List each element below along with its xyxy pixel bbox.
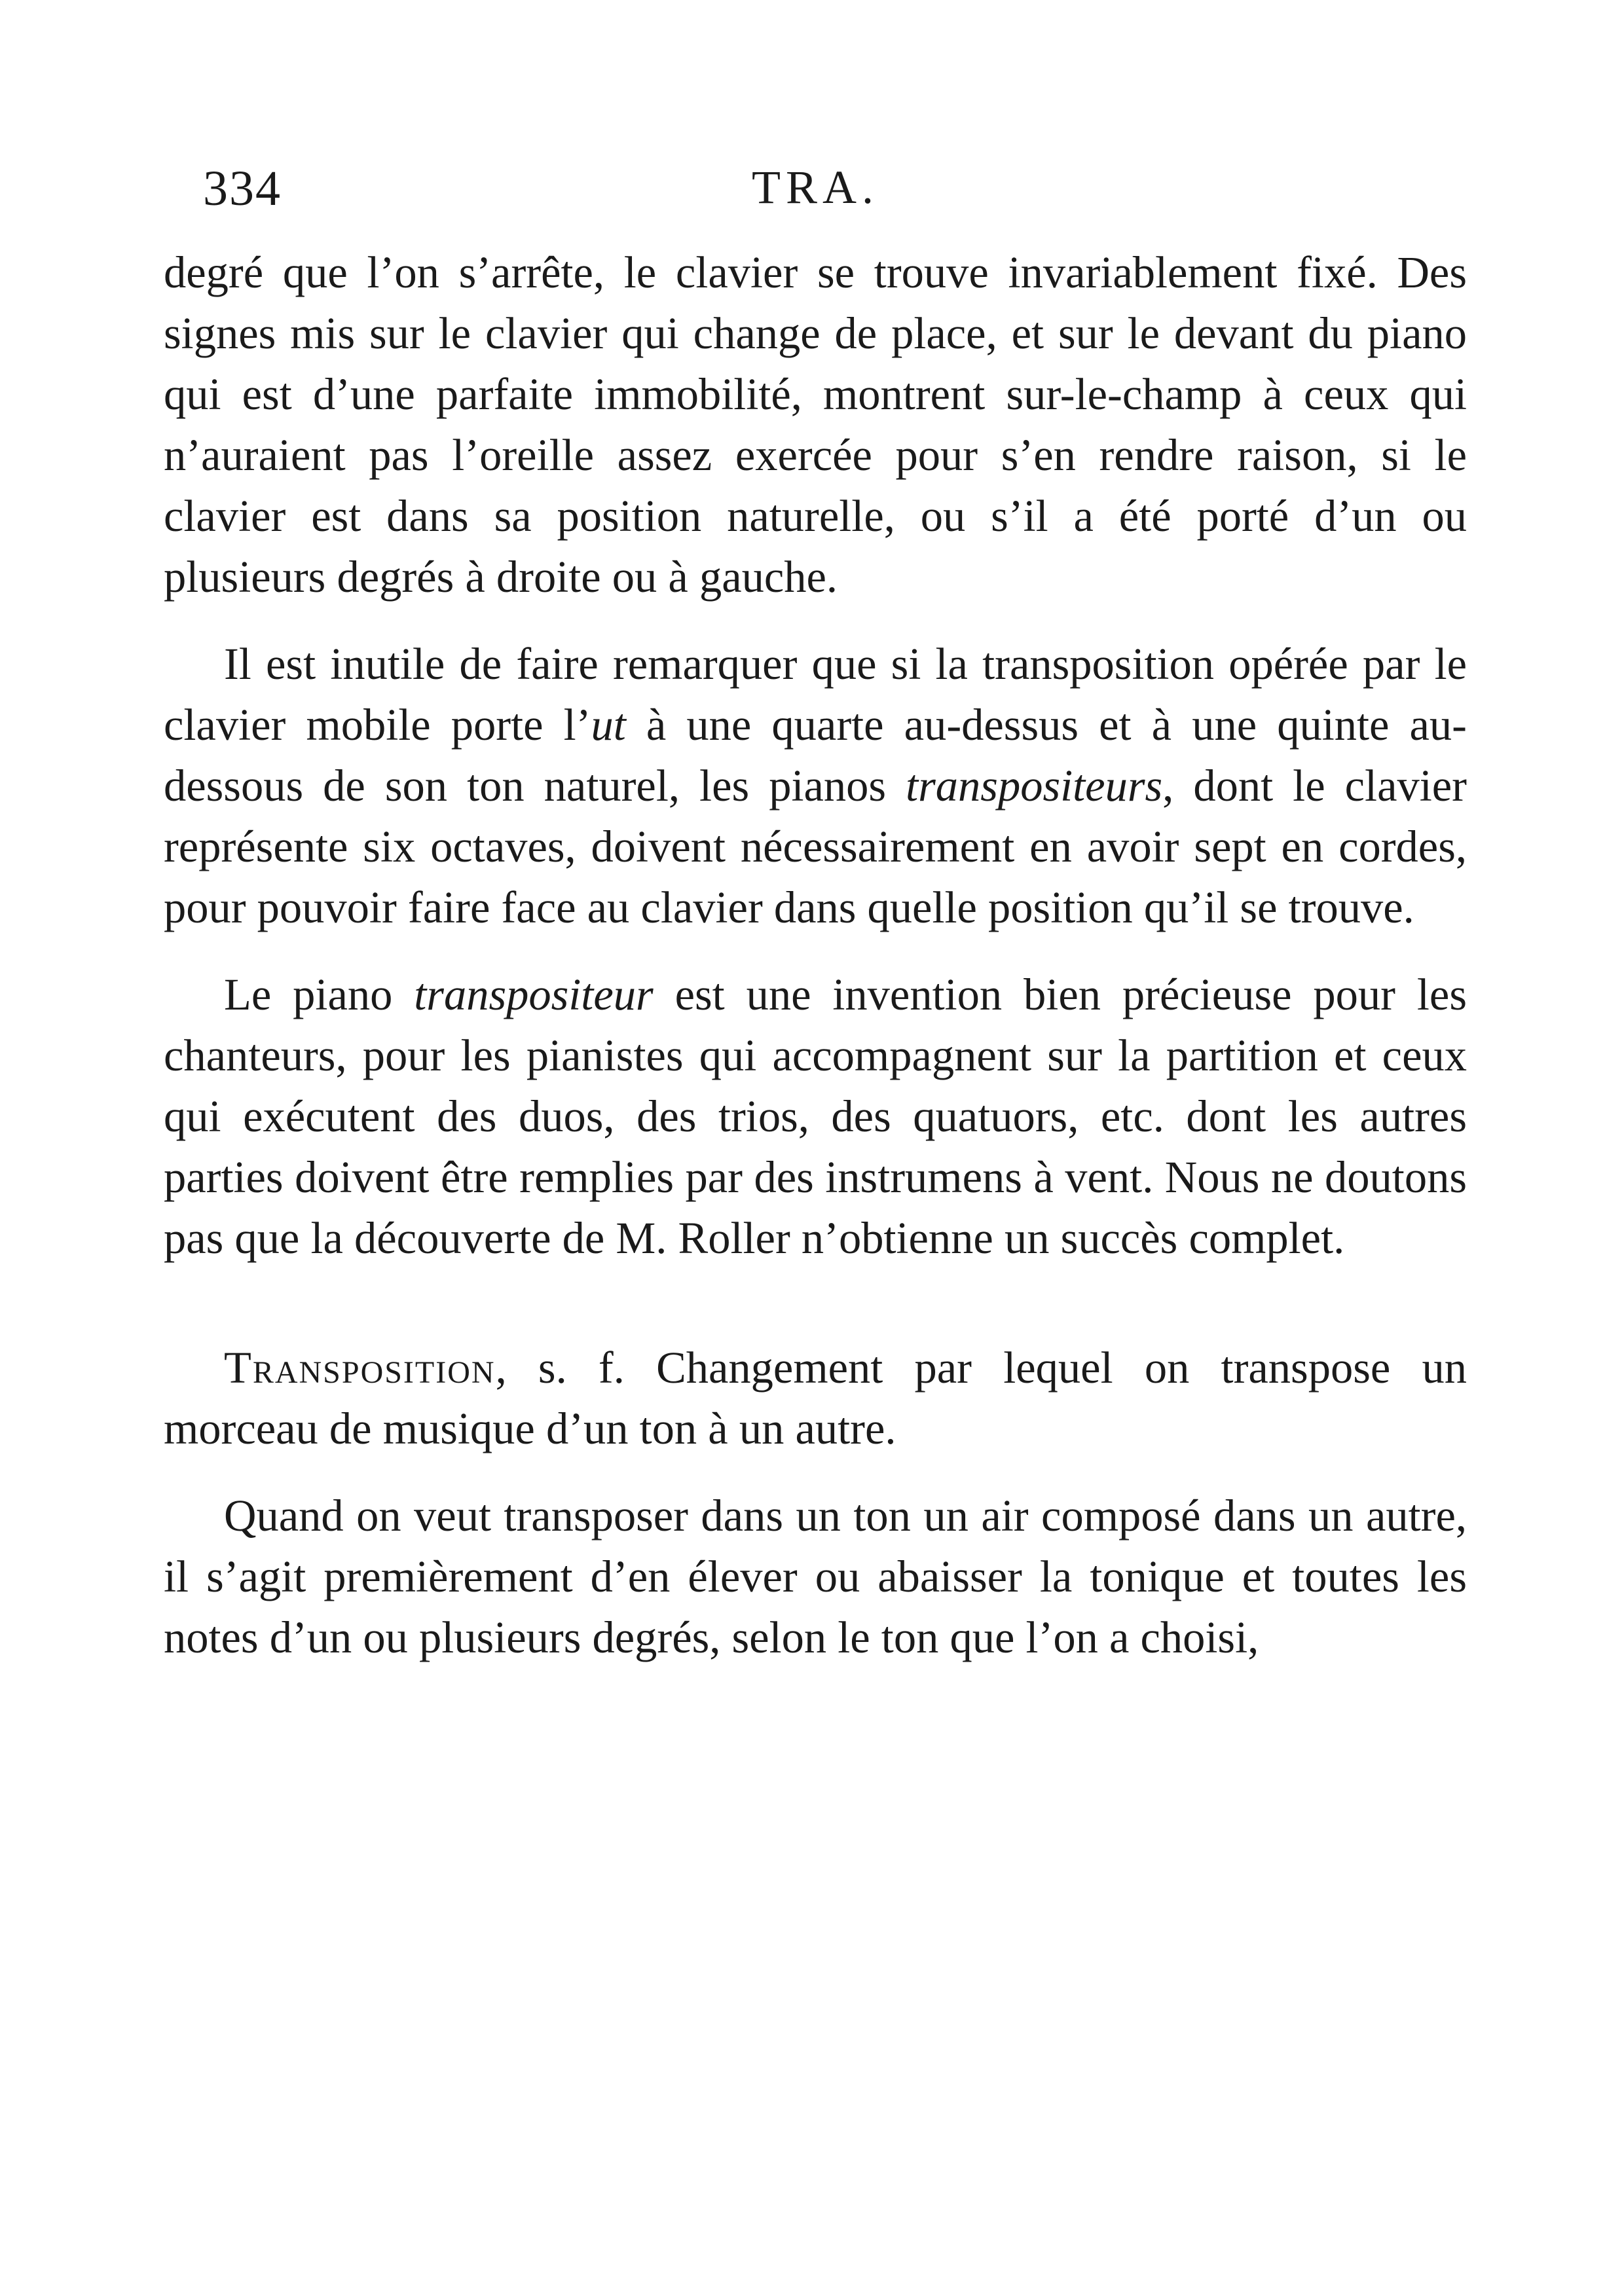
paragraph-continuation <box>164 242 1467 608</box>
page-header <box>203 160 1460 219</box>
running-head: TRA. <box>752 161 879 213</box>
paragraph-text: est une invention bien précieuse pour les chanteurs, pour les pianistes qui accompagnent sur la partition et ceux qui exécutent des duos, des trios, des quatuors, etc. dont les autres parties doivent être remplies par des instrumens à vent. Nous ne doutons pas que la découverte de M. Roller n’obtienne un succès complet. <box>164 970 1467 1263</box>
page-number: 334 <box>203 161 282 216</box>
paragraph-gap <box>164 608 1467 634</box>
paragraph-piano-transpositeur <box>164 964 1467 1269</box>
paragraph-text: , dont le clavier représente six octaves, doivent nécessairement en avoir sept en cordes, pour pouvoir faire face au clavier dans quelle position qu’il se trouve. <box>164 761 1467 932</box>
paragraph-gap <box>164 938 1467 964</box>
paragraph-text: degré que l’on s’arrête, le clavier se trouve invariablement fixé. Des signes mis sur le clavier qui change de place, et sur le devant du piano qui est d’une parfaite immobilité, montrent sur-le-champ à ceux qui n’auraient pas l’oreille assez exercée pour s’en rendre raison, si le clavier est dans sa position naturelle, ou s’il a été porté d’un ou plusieurs degrés à droite ou à gauche. <box>164 247 1467 602</box>
italic-term: transpositeur <box>414 970 654 1019</box>
paragraph-transposition-method <box>164 1485 1467 1668</box>
entry-headword: Transposition <box>224 1343 496 1393</box>
entry-definition: , s. f. Changement par lequel on transpose un morceau de musique d’un ton à un autre. <box>164 1343 1467 1453</box>
paragraph-text: Le piano <box>224 970 415 1019</box>
paragraph-text: à une quarte au-dessus et à une quinte au-dessous de son ton naturel, les pianos <box>164 700 1467 811</box>
body-text <box>164 242 1467 1668</box>
paragraph-gap <box>164 1459 1467 1485</box>
dictionary-entry-transposition <box>164 1338 1467 1459</box>
italic-term: ut <box>591 700 626 750</box>
entry-gap <box>164 1269 1467 1338</box>
paragraph-text: Il est inutile de faire remarquer que si la transposition opérée par le clavier mobile porte l’ <box>164 639 1467 750</box>
italic-term: transpositeurs <box>906 761 1163 811</box>
paragraph-text: Quand on veut transposer dans un ton un air composé dans un autre, il s’agit premièrement d’en élever ou abaisser la tonique et toutes les notes d’un ou plusieurs degrés, selon le ton que l’on a choisi, <box>164 1491 1467 1662</box>
paragraph-transposition-note <box>164 634 1467 938</box>
